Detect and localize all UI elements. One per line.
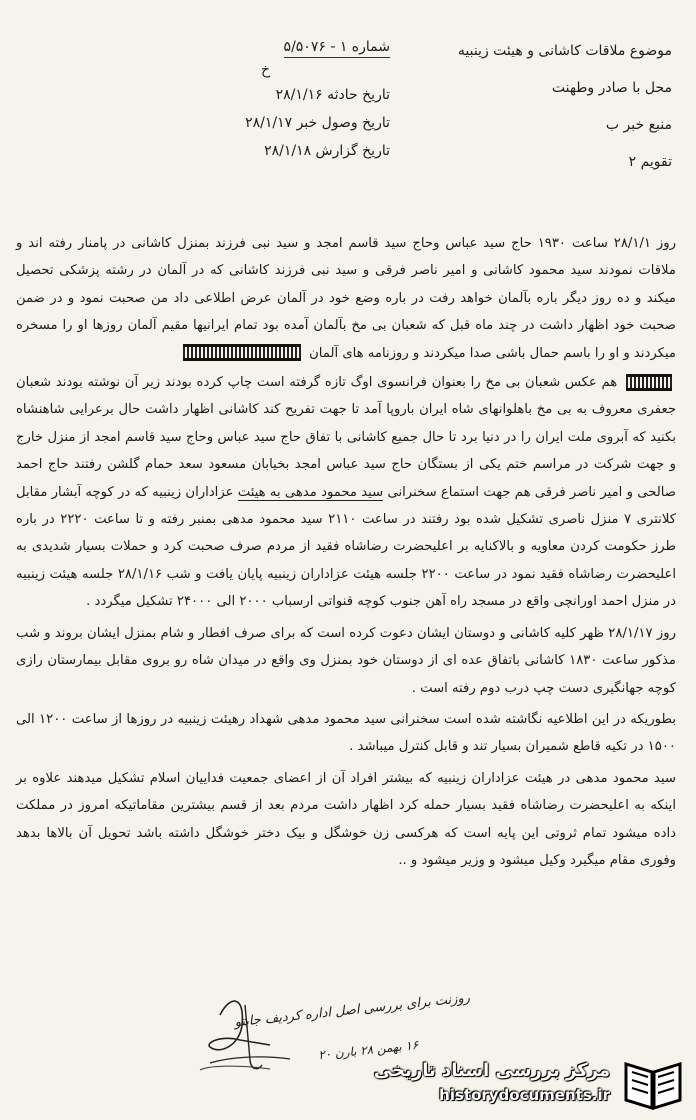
paragraph-1: [16, 230, 676, 367]
watermark-url: historydocuments.ir: [439, 1086, 610, 1104]
classification-mark: خ: [260, 62, 270, 78]
received-date: تاریخ وصول خبر ۲۸/۱/۱۷: [245, 115, 390, 131]
source-location-line: محل با صادر وطهنت: [551, 80, 672, 96]
signature-date: ۱۶ بهمن ۲۸ بارن ۲۰: [317, 1037, 419, 1063]
paragraph-4: بطوریکه در این اطلاعیه نگاشته شده است سخنرانی سید محمود مدهی شهداد رهیئت زینبیه در روزها از ساعت ۱۲۰۰ الی ۱۵۰۰ در تکیه قاطع شمیران بسیار تند و قابل کنترل میباشد .: [16, 711, 676, 755]
book-icon: [618, 1054, 688, 1114]
signature-note: روزنت برای بررسی اصل اداره کردیف جابتو: [233, 990, 471, 1031]
redaction-mark: [183, 344, 301, 361]
watermark: [373, 1054, 688, 1114]
underlined-phrase: سید محمود مدهی به هیئت: [237, 484, 384, 500]
paragraph-3: روز ۲۸/۱/۱۷ ظهر کلیه کاشانی و دوستان ایشان دعوت کرده است که برای صرف افطار و شام بمنزل ایشان بروند و شب مذکور ساعت ۱۸۳۰ کاشانی باتفاق عده ای از دوستان خود بمنزل وی واقع در میدان شاه رو بروی مقابل بیمارستان رازی کوچه جهانگیری دست چپ درب دوم رفته است .: [16, 625, 676, 696]
subject-line: موضوع ملاقات کاشانی و هیئت زینبیه: [457, 43, 672, 59]
paragraph-2-continuation: عزاداران زینبیه که در کوچه آبشار مقابل کلانتری ۷ منزل ناصری تشکیل شده بود رفتند در ساعت ۲۱۱۰ سید محمود مدهی بمنبر رفته و تا ساعت ۲۲۲۰ در باره طرز حکومت کردن معاویه و بالاکنایه بر اعلیحضرت رضاشاه فقید از مردم صرف صحبت کرد و حملات بسیار شدیدی به اعلیحضرت رضاشاه فقید نمود در ساعت ۲۲۰۰ جلسه هیئت عزاداران زینبیه پایان یافت و شب ۲۸/۱/۱۶ جلسه هیئت زینبیه در منزل احمد اورانچی واقع در مسجد راه آهن جنوب کوچه قنواتی ارسباب ۲۰۰۰ الی ۲۴۰۰۰ تشکیل میگردد .: [16, 484, 676, 610]
paragraph-1-text: روز ۲۸/۱/۱ ساعت ۱۹۳۰ حاج سید عباس وحاج سید قاسم امجد و سید نبی فرزند بمنزل کاشانی در پامنار رفته اند و ملاقات نمودند سید محمود کاشانی و امیر ناصر فرقی و سید نبی فرزند کاشانی که در آلمان در رشته پزشکی تحصیل میکند و ده روز دیگر باره بآلمان خواهد رفت در باره وضع خود در آلمان عرض اطلاعی داد من صحبت نمود و در ضمن صحبت خود اظهار داشت در چند ماه قبل که شعبان بی مخ بآلمان آمده بود تمام ایرانیها مقیم آلمان روزها او را مسخره میکردند و او را باسم حمال باشی صدا میکردند و روزنامه های آلمان: [16, 236, 676, 361]
paragraph-5: سید محمود مدهی در هیئت عزاداران زینبیه که بیشتر افراد آن از اعضای جمعیت فداییان اسلام تشکیل میدهند علاوه بر اینکه به اعلیحضرت رضاشاه فقید بسیار حمله کرد اظهار داشت مردم بعد از قسم بیشترین مقاماتیکه امروز در مملکت داده میشود تمام ثروتی این پایه است که هرکسی زن خوشگل و بیک دختر خوشگل داشته باشد تحویل آن بالاها بدهد وفوری مقام میگیرد وکیل میشود و وزیر میشود و ..: [16, 770, 676, 868]
paragraph-2: [16, 369, 676, 616]
report-body: [16, 230, 676, 876]
rating-line: تقویم ۲: [628, 154, 672, 170]
paragraph-2-text: هم عکس شعبان بی مخ را بعنوان فرانسوی اوگ تازه گرفته است چاپ کرده بودند زیر آن نوشته بودند شعبان جعفری معروف به بی مخ باهلوانهای شاه ایران باروپا آمد تا جهت تفریح کند کاشانی اظهار داشت حال برعرایی شاهنشاه بکنید که آبروی ملت ایران را در دنیا برد تا حال جمیع کاشانی با تفاق حاج سید عباس وحاج سید قاسم امجد از منزل خارج و جهت شرکت در مراسم ختم یکی از بستگان حاج سید عباس امجد بخیابان مسعود سعد حمام گلشن رفتند حاج احمد صالحی و امیر ناصر فرقی هم جهت استماع سخنرانی: [16, 375, 676, 500]
header-left: [90, 38, 390, 170]
document-number-text: شماره ۱ - ۵/۵۰۷۶: [284, 38, 390, 58]
document-number: [90, 38, 390, 58]
header-right: [422, 42, 672, 190]
redaction-mark-lead: [626, 374, 672, 391]
watermark-title: مرکز بررسی اسناد تاریخی: [373, 1060, 610, 1081]
incident-date: تاریخ حادثه ۲۸/۱/۱۶: [275, 87, 390, 103]
report-date: تاریخ گزارش ۲۸/۱/۱۸: [264, 143, 390, 159]
source-line: منبع خبر ب: [605, 117, 672, 133]
